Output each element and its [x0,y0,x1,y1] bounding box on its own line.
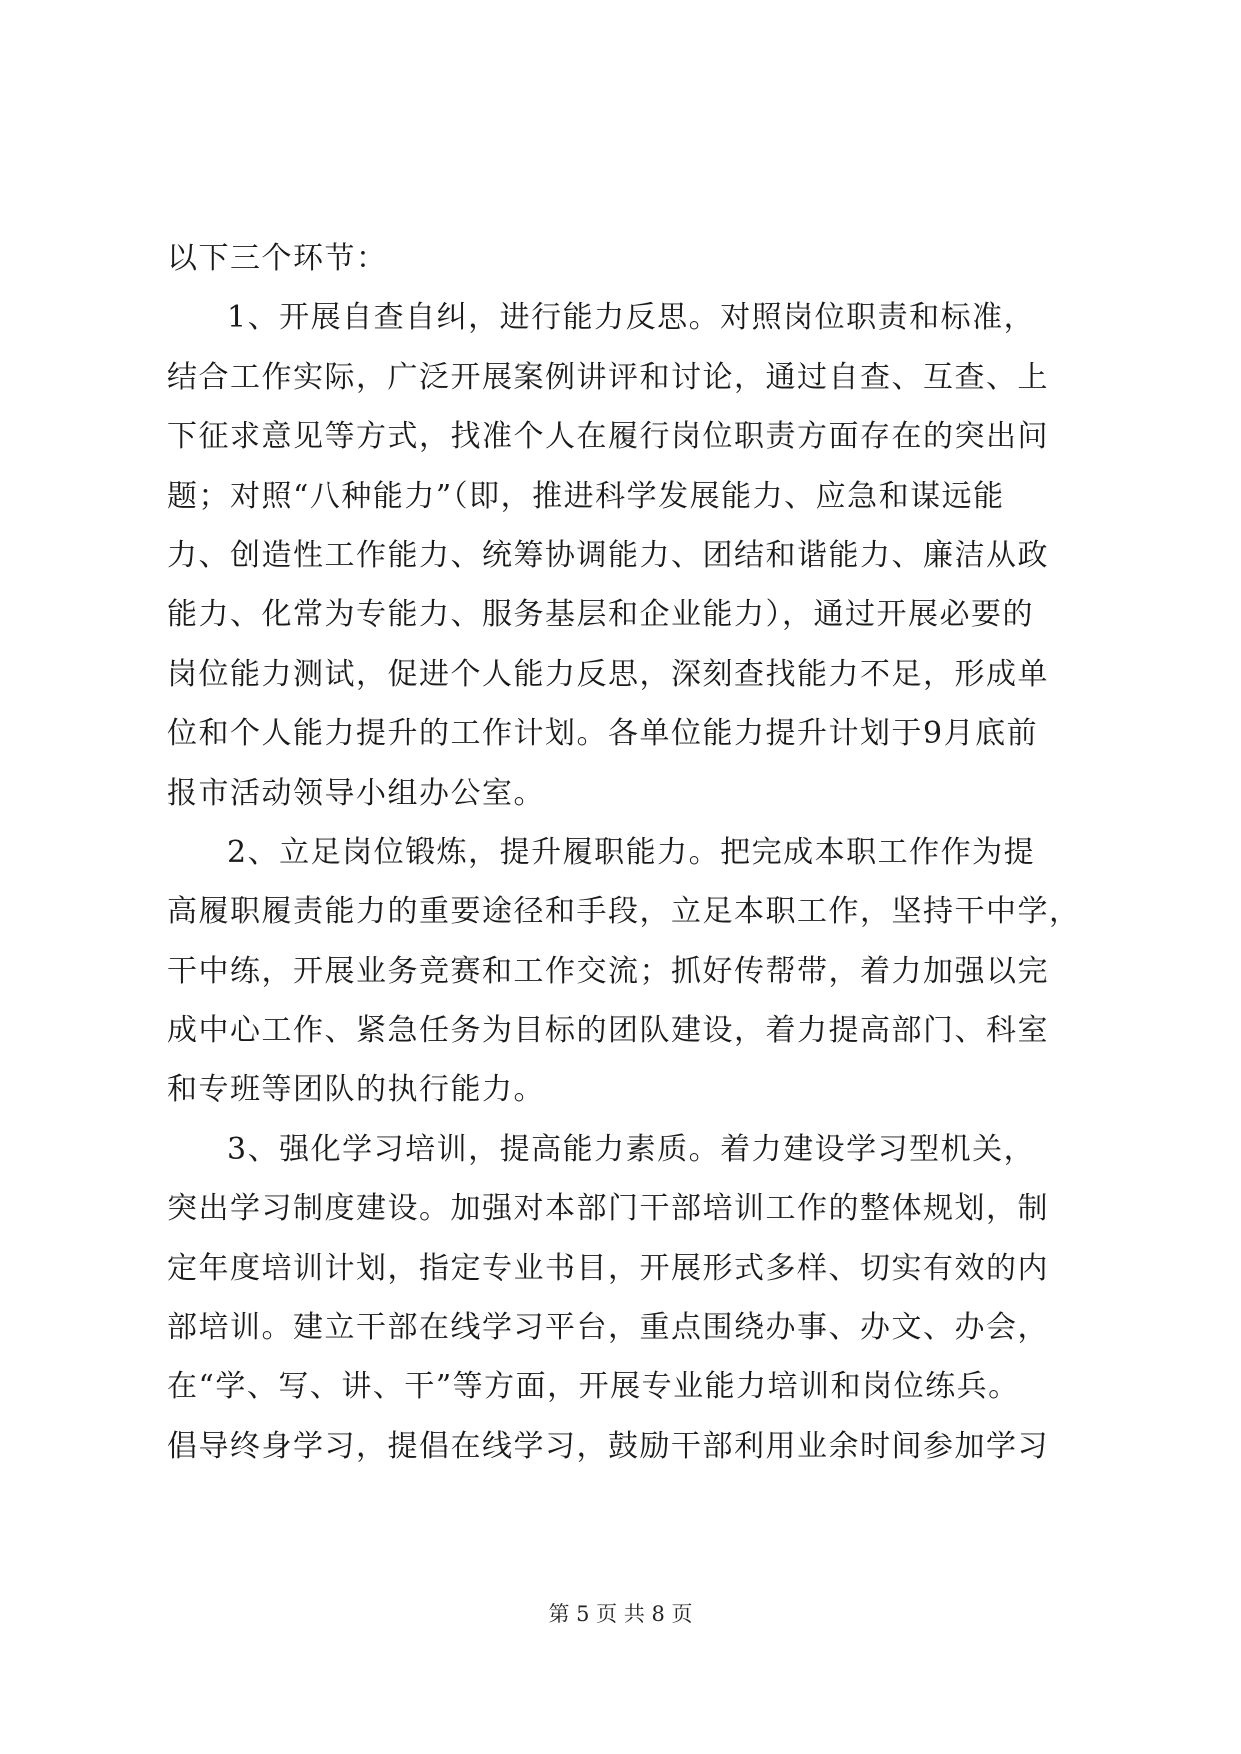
text-line: 突出学习制度建设。加强对本部门干部培训工作的整体规划，制 [167,1191,1049,1227]
paragraph-1-start: 1、开展自查自纠，进行能力反思。对照岗位职责和标准， [227,300,1036,336]
text-line: 以下三个环节： [167,241,388,276]
text-line: 和专班等团队的执行能力。 [167,1072,545,1108]
text-line: 倡导终身学习，提倡在线学习，鼓励干部利用业余时间参加学习 [167,1428,1049,1464]
text-line: 高履职履责能力的重要途径和手段，立足本职工作，坚持干中学， [167,894,1081,930]
text-line: 题；对照“八种能力”（即，推进科学发展能力、应急和谋远能 [167,478,1005,514]
text-line: 位和个人能力提升的工作计划。各单位能力提升计划于9月底前 [167,716,1039,752]
text-line: 岗位能力测试，促进个人能力反思，深刻查找能力不足，形成单 [167,656,1049,692]
text-line: 定年度培训计划，指定专业书目，开展形式多样、切实有效的内 [167,1250,1049,1286]
paragraph-2-start: 2、立足岗位锻炼，提升履职能力。把完成本职工作作为提 [227,834,1036,870]
text-line: 能力、化常为专能力、服务基层和企业能力），通过开展必要的 [167,597,1034,633]
text-line: 干中练，开展业务竞赛和工作交流；抓好传帮带，着力加强以完 [167,953,1049,989]
document-body [167,229,1081,1476]
text-line: 结合工作实际，广泛开展案例讲评和讨论，通过自查、互查、上 [167,359,1049,395]
page-number-footer: 第 5 页 共 8 页 [548,1602,693,1626]
text-line: 在“学、写、讲、干”等方面，开展专业能力培训和岗位练兵。 [167,1369,1020,1405]
text-line: 下征求意见等方式，找准个人在履行岗位职责方面存在的突出问 [167,419,1049,455]
text-line: 部培训。建立干部在线学习平台，重点围绕办事、办文、办会， [167,1310,1049,1346]
paragraph-3-start: 3、强化学习培训，提高能力素质。着力建设学习型机关， [227,1131,1036,1167]
text-line: 力、创造性工作能力、统筹协调能力、团结和谐能力、廉洁从政 [167,537,1049,573]
text-line: 报市活动领导小组办公室。 [167,775,545,811]
text-line: 成中心工作、紧急任务为目标的团队建设，着力提高部门、科室 [167,1013,1049,1049]
